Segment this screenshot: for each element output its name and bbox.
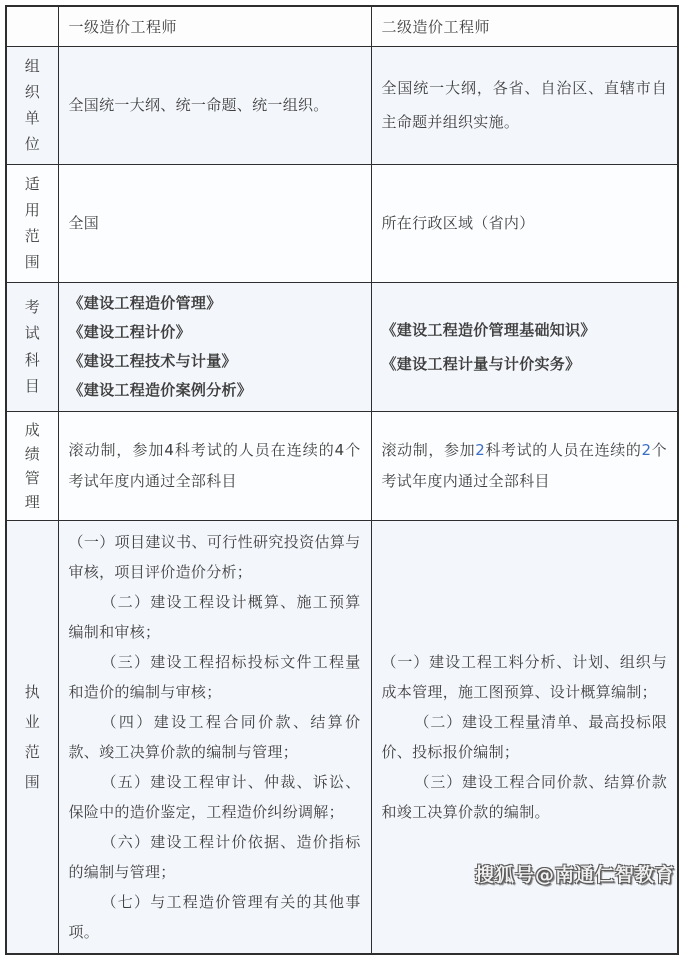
exam-subject-item: 《建设工程造价案例分析》 bbox=[68, 380, 253, 399]
cell-level2-practice bbox=[371, 520, 678, 954]
cell-text: 所在行政区域（省内） bbox=[381, 214, 535, 232]
cell-text: 滚动制，参加4科考试的人员在连续的4个考试年度内通过全部科目 bbox=[68, 440, 361, 490]
cell-text: 全国 bbox=[68, 214, 100, 232]
table-row-subjects bbox=[6, 282, 678, 411]
row-label-text: 成绩管理 bbox=[24, 420, 40, 511]
practice-item: （三）建设工程招标投标文件工程量和造价的编制与审核； bbox=[68, 652, 361, 701]
cell-text: 全国统一大纲，各省、自治区、直辖市自主命题并组织实施。 bbox=[381, 79, 667, 131]
column-header-level1: 一级造价工程师 bbox=[58, 6, 371, 46]
row-label-organization bbox=[6, 46, 58, 164]
practice-item: （五）建设工程审计、仲裁、诉讼、保险中的造价鉴定，工程造价纠纷调解； bbox=[68, 772, 361, 821]
row-label-text: 适用范围 bbox=[24, 174, 40, 272]
table-row-score bbox=[6, 411, 678, 520]
cell-level1-organization bbox=[58, 46, 371, 164]
row-label-text: 组织单位 bbox=[24, 56, 40, 154]
practice-scope-list bbox=[382, 647, 668, 827]
column-header-level2: 二级造价工程师 bbox=[371, 6, 678, 46]
exam-subject-list bbox=[69, 289, 361, 405]
corner-cell bbox=[6, 6, 58, 46]
cell-level2-subjects bbox=[371, 282, 678, 411]
score-text-part: 个考试年度内通过全部科目 bbox=[381, 440, 667, 490]
score-number-highlight: 2 bbox=[641, 440, 652, 459]
practice-scope-list bbox=[69, 527, 361, 947]
cell-level1-scope bbox=[58, 164, 371, 282]
practice-item: （三）建设工程合同价款、结算价款和竣工决算价款的编制。 bbox=[381, 772, 667, 821]
score-number-highlight: 2 bbox=[475, 440, 486, 459]
exam-subject-item: 《建设工程造价管理基础知识》 bbox=[381, 320, 596, 339]
cell-level2-score bbox=[371, 411, 678, 520]
table-row-scope bbox=[6, 164, 678, 282]
row-label-score bbox=[6, 411, 58, 520]
score-text-part: 科考试的人员在连续的 bbox=[485, 440, 642, 459]
score-text-part: 滚动制，参加 bbox=[381, 440, 476, 459]
practice-item: （六）建设工程计价依据、造价指标的编制与管理； bbox=[68, 832, 361, 881]
practice-item: （二）建设工程设计概算、施工预算编制和审核； bbox=[68, 592, 361, 641]
cell-level1-subjects bbox=[58, 282, 371, 411]
exam-subject-item: 《建设工程计量与计价实务》 bbox=[381, 354, 581, 373]
practice-item: （一）建设工程工料分析、计划、组织与成本管理，施工图预算、设计概算编制； bbox=[381, 652, 667, 701]
row-label-subjects bbox=[6, 282, 58, 411]
table-row-organization bbox=[6, 46, 678, 164]
cell-level1-practice bbox=[58, 520, 371, 954]
exam-subject-list bbox=[382, 313, 668, 381]
header-row bbox=[6, 6, 678, 46]
practice-item: （二）建设工程量清单、最高投标限价、投标报价编制； bbox=[381, 712, 667, 761]
row-label-text: 执业范围 bbox=[24, 682, 40, 791]
row-label-text: 考试科目 bbox=[24, 298, 40, 395]
practice-item: （四）建设工程合同价款、结算价款、竣工决算价款的编制与管理； bbox=[68, 712, 361, 761]
exam-subject-item: 《建设工程造价管理》 bbox=[68, 293, 222, 312]
comparison-table bbox=[5, 5, 679, 955]
cell-text: 全国统一大纲、统一命题、统一组织。 bbox=[68, 96, 329, 114]
cell-level2-organization bbox=[371, 46, 678, 164]
practice-item: （一）项目建议书、可行性研究投资估算与审核，项目评价造价分析； bbox=[68, 532, 361, 581]
table-row-practice bbox=[6, 520, 678, 954]
practice-item: （七）与工程造价管理有关的其他事项。 bbox=[68, 892, 361, 941]
row-label-scope bbox=[6, 164, 58, 282]
watermark: 搜狐号@南通仁智教育 bbox=[474, 864, 675, 886]
cell-text bbox=[382, 435, 668, 497]
exam-subject-item: 《建设工程计价》 bbox=[68, 322, 191, 341]
exam-subject-item: 《建设工程技术与计量》 bbox=[68, 351, 237, 370]
cell-level1-score bbox=[58, 411, 371, 520]
cell-level2-scope bbox=[371, 164, 678, 282]
row-label-practice bbox=[6, 520, 58, 954]
